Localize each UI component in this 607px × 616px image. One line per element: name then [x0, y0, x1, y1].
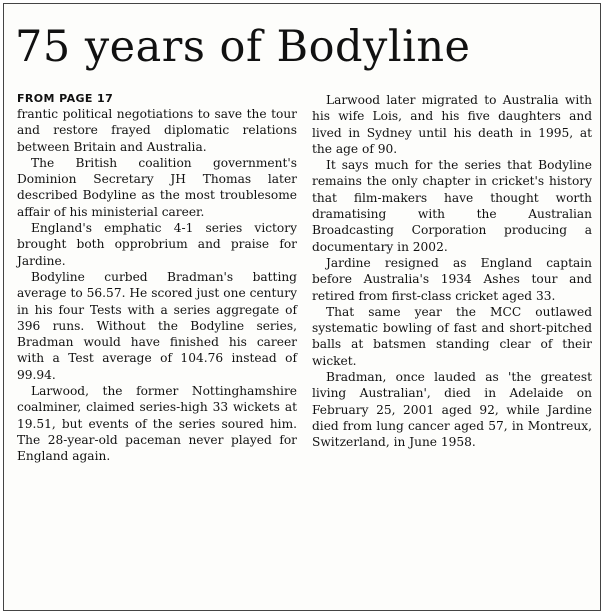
kicker-from-page: FROM PAGE 17 — [17, 92, 114, 105]
paragraph: Jardine resigned as England captain before Australia's 1934 Ashes tour and retired from first-class cricket aged 33. — [312, 255, 592, 303]
paragraph: That same year the MCC outlawed systematic bowling of fast and short-pitched balls at batsmen standing clear of their wicket. — [312, 304, 592, 368]
paragraph: The British coalition government's Dominion Secretary JH Thomas later described Bodyline as the most troublesome affair of his ministerial career. — [17, 155, 297, 219]
paragraph: Bradman, once lauded as 'the greatest living Australian', died in Adelaide on February 25, 2001 aged 92, while Jardine died from lung cancer aged 57, in Montreux, Switzerland, in June 1958. — [312, 370, 592, 450]
paragraph: England's emphatic 4-1 series victory brought both opprobrium and praise for Jardine. — [17, 221, 297, 268]
paragraph: frantic political negotiations to save the tour and restore frayed diplomatic relations between Britain and Australia. — [17, 107, 297, 154]
left-column — [17, 92, 297, 465]
paragraph: Larwood, the former Nottinghamshire coalminer, claimed series-high 33 wickets at 19.51, but events of the series soured him. The 28-year-old paceman never played for England again. — [17, 384, 297, 464]
paragraph: It says much for the series that Bodyline remains the only chapter in cricket's history that film-makers have thought worth dramatising with the Australian Broadcasting Corporation producing a documentary in 2002. — [312, 158, 592, 254]
right-column — [312, 92, 592, 451]
paragraph: Bodyline curbed Bradman's batting average to 56.57. He scored just one century in his four Tests with a series aggregate of 396 runs. Without the Bodyline series, Bradman would have finished his career with a Test average of 104.76 instead of 99.94. — [17, 269, 297, 382]
headline: 75 years of Bodyline — [15, 22, 471, 72]
paragraph: Larwood later migrated to Australia with his wife Lois, and his five daughters and lived in Sydney until his death in 1995, at the age of 90. — [312, 93, 592, 156]
